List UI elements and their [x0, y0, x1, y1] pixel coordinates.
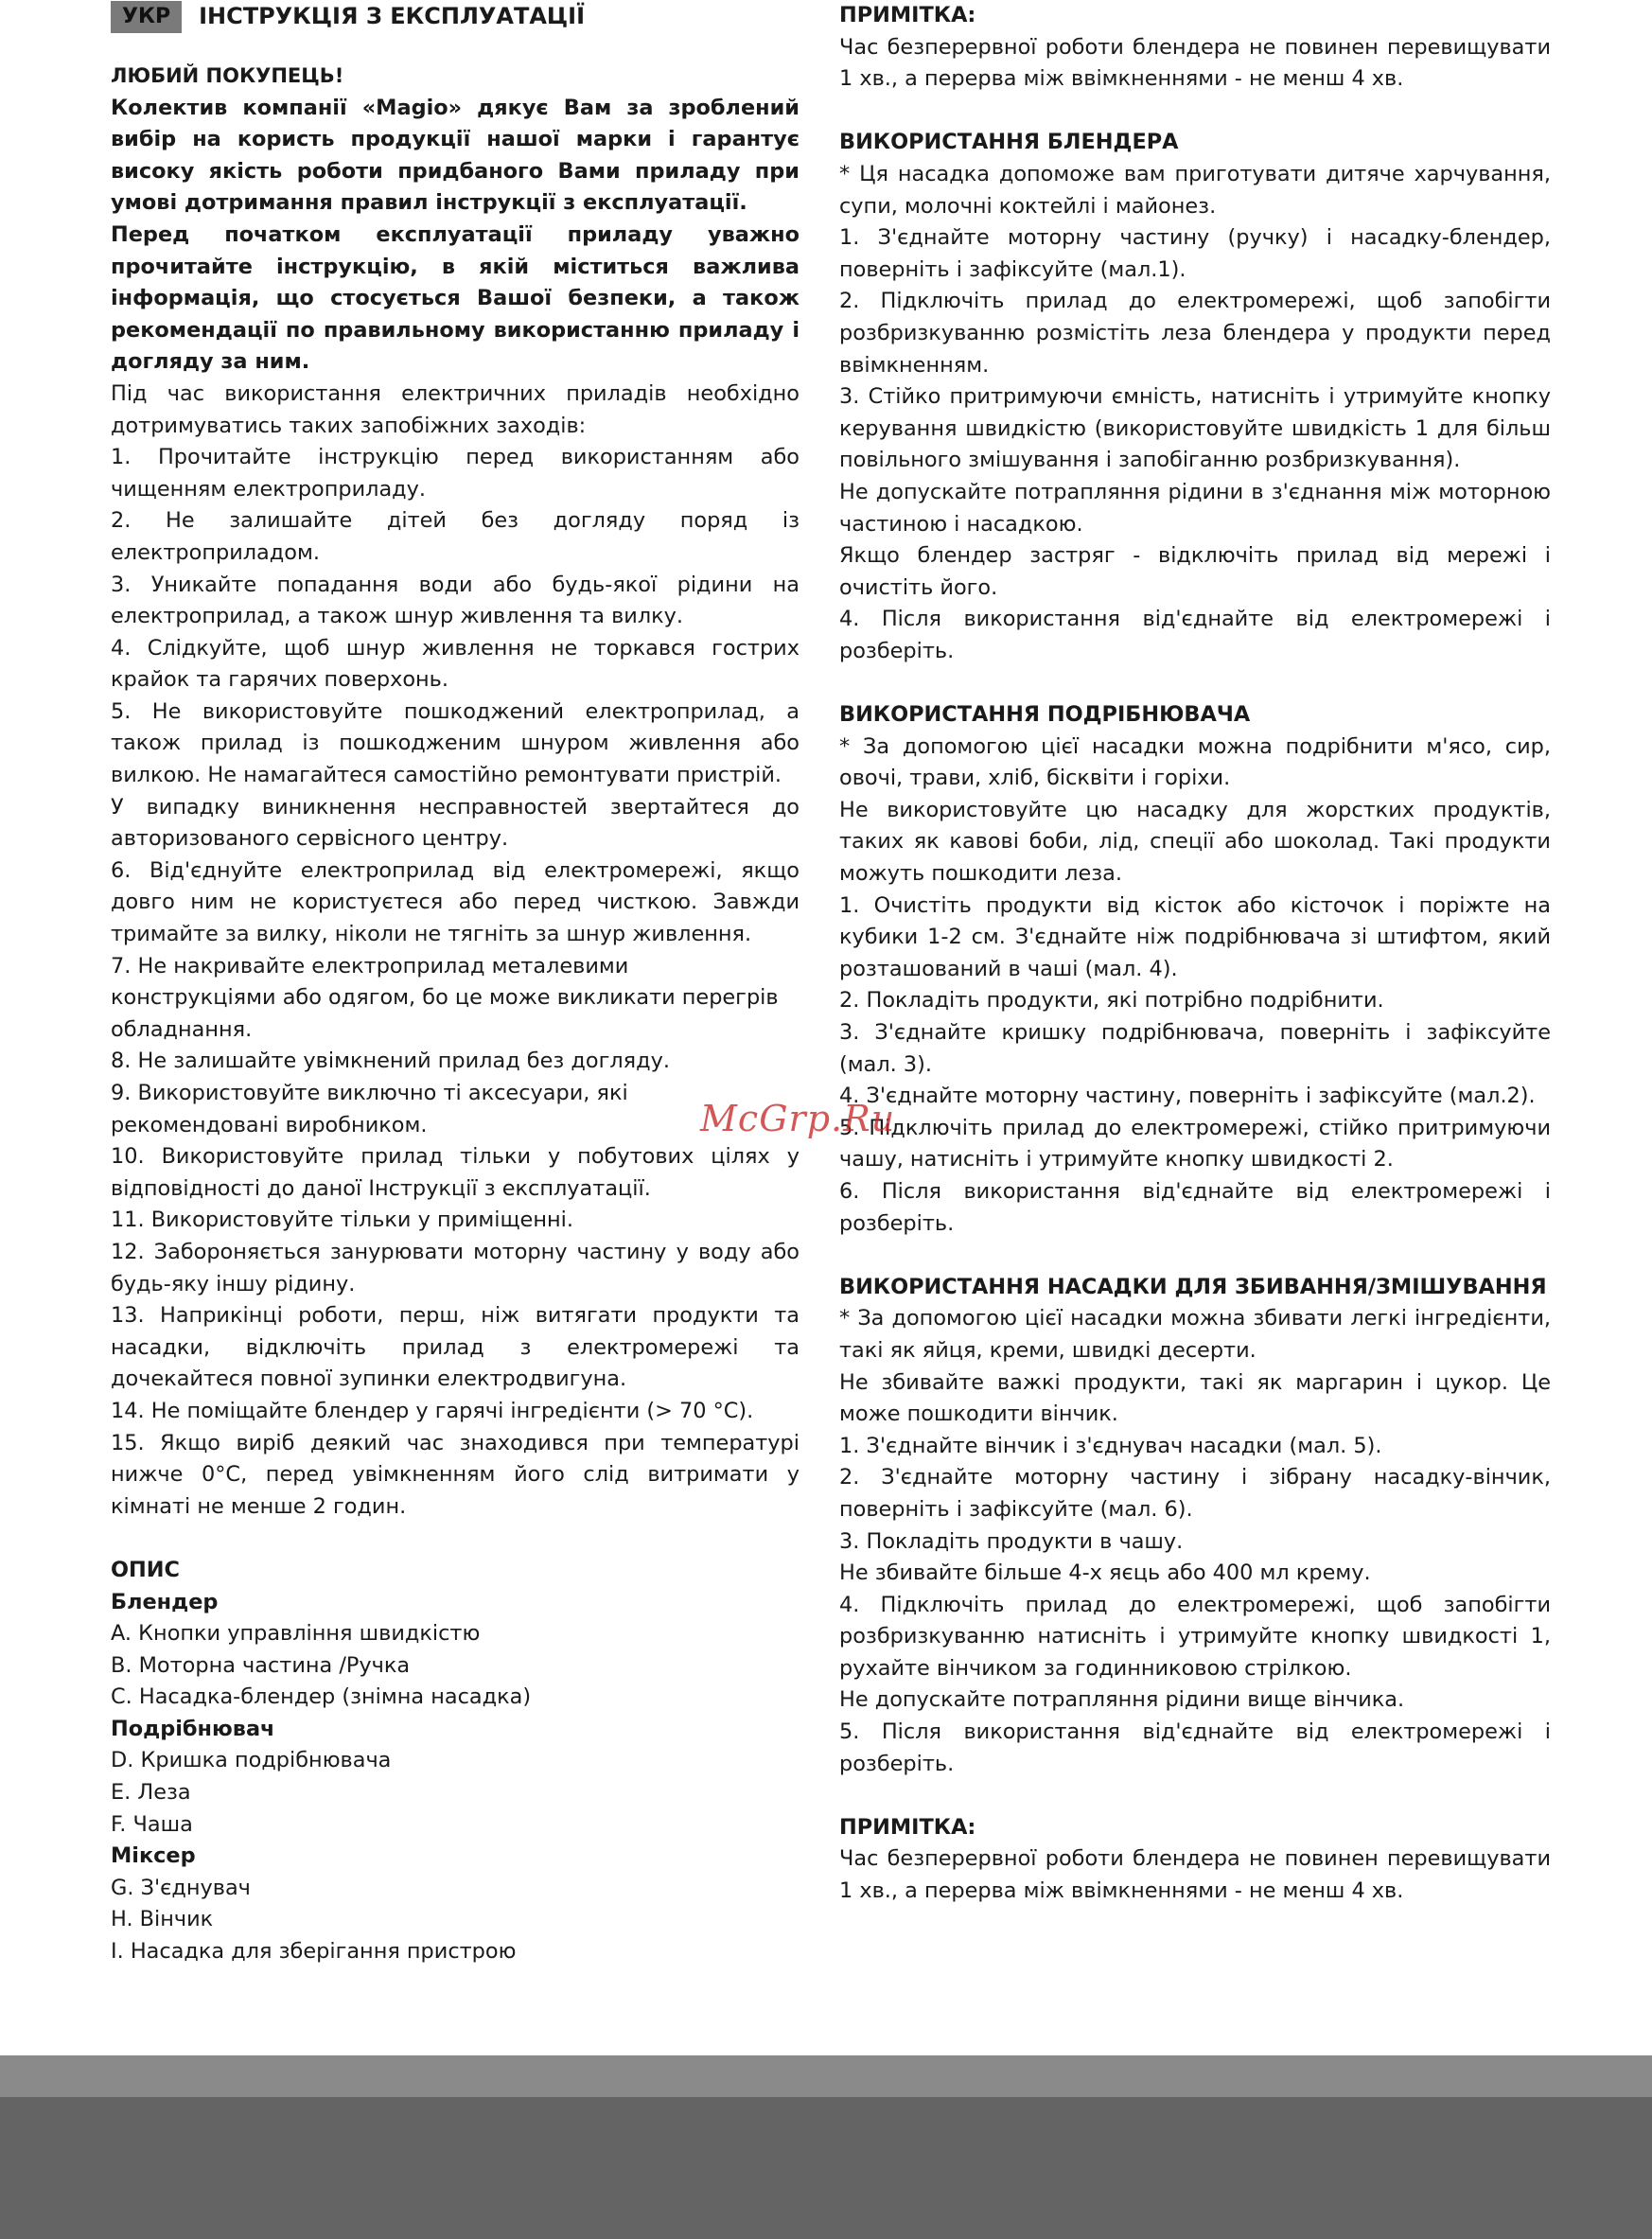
note-heading: ПРИМІТКА:	[839, 3, 976, 27]
safety-rule: 5. Не використовуйте пошкоджений електроприлад, а також прилад із пошкодженим шнуром живлення або вилкою. Не намагайтеся самостійно ремонтувати пристрій.	[111, 698, 800, 788]
part-label: B. Моторна частина /Ручка	[111, 1652, 411, 1678]
page-title: ІНСТРУКЦІЯ З ЕКСПЛУАТАЦІЇ	[199, 3, 586, 30]
safety-intro: Під час використання електричних приладів необхідно дотримуватись таких запобіжних заходів:	[111, 380, 800, 438]
right-column	[839, 0, 1551, 1908]
safety-rule: 3. Уникайте попадання води або будь-якої рідини на електроприлад, а також шнур живлення та вилку.	[111, 572, 800, 629]
intro-paragraph-2: Перед початком експлуатації приладу уважно прочитайте інструкцію, в якій міститься важлива інформація, що стосується Вашої безпеки, а також рекомендації по правильному використанню приладу і догляду за ним.	[111, 221, 800, 375]
note-text: Час безперервної роботи блендера не повинен перевищувати 1 хв., а перерва між ввімкненнями - не менш 4 хв.	[839, 34, 1551, 92]
instruction-step: Не збивайте більше 4-х яєць або 400 мл крему.	[839, 1560, 1371, 1586]
safety-rule: 8. Не залишайте увімкнений прилад без догляду.	[111, 1049, 670, 1074]
left-column	[111, 0, 800, 1968]
part-label: F. Чаша	[111, 1811, 193, 1837]
instruction-step: Не використовуйте цю насадку для жорстких продуктів, таких як кавові боби, лід, спеції або шоколад. Такі продукти можуть пошкодити леза.	[839, 797, 1551, 887]
footer-band-top	[0, 2055, 1652, 2097]
greeting: ЛЮБИЙ ПОКУПЕЦЬ!	[111, 64, 344, 87]
instruction-step: 1. З'єднайте моторну частину (ручку) і насадку-блендер, поверніть і зафіксуйте (мал.1).	[839, 225, 1551, 282]
page-header	[111, 0, 800, 34]
safety-rule: 4. Слідкуйте, щоб шнур живлення не торкався гострих крайок та гарячих поверхонь.	[111, 635, 800, 693]
safety-rule: 15. Якщо виріб деякий час знаходився при температурі нижче 0°C, перед увімкненням його слід витримати у кімнаті не менше 2 годин.	[111, 1430, 800, 1519]
instruction-step: Не допускайте потрапляння рідини вище вінчика.	[839, 1687, 1405, 1713]
instruction-step: Якщо блендер застряг - відключіть прилад від мережі і очистіть його.	[839, 543, 1551, 600]
watermark: McGrp.Ru	[700, 1098, 896, 1139]
instruction-step: 6. Після використання від'єднайте від електромережі і розберіть.	[839, 1178, 1551, 1236]
whisk-use-heading: ВИКОРИСТАННЯ НАСАДКИ ДЛЯ ЗБИВАННЯ/ЗМІШУВАННЯ	[839, 1274, 1547, 1299]
chopper-subheading: Подрібнювач	[111, 1716, 275, 1741]
chopper-use-heading: ВИКОРИСТАННЯ ПОДРІБНЮВАЧА	[839, 702, 1251, 728]
safety-rule: 14. Не поміщайте блендер у гарячі інгредієнти (> 70 °C).	[111, 1398, 754, 1423]
instruction-step: * За допомогою цієї насадки можна подрібнити м'ясо, сир, овочі, трави, хліб, бісквіти і горіхи.	[839, 733, 1551, 791]
instruction-step: 1. Очистіть продукти від кісток або кісточок і поріжте на кубики 1-2 см. З'єднайте ніж подрібнювача зі штифтом, який розташований в чаші (мал. 4).	[839, 892, 1551, 981]
safety-rule: 12. Забороняється занурювати моторну частину у воду або будь-яку іншу рідину.	[111, 1239, 800, 1296]
footer-band-bottom	[0, 2097, 1652, 2239]
instruction-step: * За допомогою цієї насадки можна збивати легкі інгредієнти, такі як яйця, креми, швидкі десерти.	[839, 1306, 1551, 1363]
instruction-step: 5. Після використання від'єднайте від електромережі і розберіть.	[839, 1719, 1551, 1776]
instruction-step: 2. Підключіть прилад до електромережі, щоб запобігти розбризкуванню розмістіть леза блендера у продукти перед ввімкненням.	[839, 289, 1551, 378]
instruction-step: 1. З'єднайте вінчик і з'єднувач насадки (мал. 5).	[839, 1433, 1382, 1458]
safety-rule: У випадку виникнення несправностей звертайтеся до авторизованого сервісного центру.	[111, 794, 800, 852]
instruction-step: * Ця насадка допоможе вам приготувати дитяче харчування, супи, молочні коктейлі і майонез.	[839, 161, 1551, 219]
note-heading: ПРИМІТКА:	[839, 1814, 976, 1840]
mixer-subheading: Міксер	[111, 1843, 196, 1869]
part-label: C. Насадка-блендер (знімна насадка)	[111, 1684, 532, 1710]
instruction-step: 2. Покладіть продукти, які потрібно подрібнити.	[839, 988, 1384, 1014]
safety-rule: 6. Від'єднуйте електроприлад від електромережі, якщо довго ним не користуєтеся або перед чисткою. Завжди тримайте за вилку, ніколи не тягніть за шнур живлення.	[111, 857, 800, 947]
safety-rule: 11. Використовуйте тільки у приміщенні.	[111, 1208, 573, 1233]
language-badge: УКР	[111, 1, 182, 33]
description-heading: ОПИС	[111, 1557, 180, 1582]
part-label: A. Кнопки управління швидкістю	[111, 1621, 481, 1647]
part-label: G. З'єднувач	[111, 1875, 251, 1900]
note-text: Час безперервної роботи блендера не повинен перевищувати 1 хв., а перерва між ввімкненнями - не менш 4 хв.	[839, 1846, 1551, 1904]
safety-rule: 10. Використовуйте прилад тільки у побутових цілях у відповідності до даної Інструкції з експлуатації.	[111, 1144, 800, 1201]
instruction-step: 4. Підключіть прилад до електромережі, щоб запобігти розбризкуванню натисніть і утримуйте кнопку швидкості 1, рухайте вінчиком за годинниковою стрілкою.	[839, 1592, 1551, 1681]
part-label: I. Насадка для зберігання пристрою	[111, 1939, 517, 1965]
safety-rule: 2. Не залишайте дітей без догляду поряд із електроприладом.	[111, 508, 800, 565]
safety-rule: 7. Не накривайте електроприлад металевими конструкціями або одягом, бо це може викликати перегрів обладнання.	[111, 953, 779, 1042]
instruction-step: 2. З'єднайте моторну частину і зібрану насадку-вінчик, поверніть і зафіксуйте (мал. 6).	[839, 1465, 1551, 1522]
instruction-step: 5. Підключіть прилад до електромережі, стійко притримуючи чашу, натисніть і утримуйте кнопку швидкості 2.	[839, 1115, 1551, 1172]
instruction-step: 3. Стійко притримуючи ємність, натисніть і утримуйте кнопку керування швидкістю (використовуйте швидкість 1 для більш повільного змішування і запобіганню розбризкування).	[839, 384, 1551, 473]
part-label: D. Кришка подрібнювача	[111, 1748, 392, 1773]
instruction-step: Не збивайте важкі продукти, такі як маргарин і цукор. Це може пошкодити вінчик.	[839, 1369, 1551, 1427]
part-label: H. Вінчик	[111, 1907, 214, 1932]
intro-paragraph-1: Колектив компанії «Magio» дякує Вам за зроблений вибір на користь продукції нашої марки і гарантує високу якість роботи придбаного Вами приладу при умові дотримання правил інструкції з експлуатації.	[111, 95, 800, 216]
part-label: E. Леза	[111, 1780, 191, 1806]
instruction-step: 4. З'єднайте моторну частину, поверніть і зафіксуйте (мал.2).	[839, 1084, 1536, 1109]
safety-rule: 13. Наприкінці роботи, перш, ніж витягати продукти та насадки, відключіть прилад з електромережі та дочекайтеся повної зупинки електродвигуна.	[111, 1303, 800, 1392]
instruction-step: Не допускайте потрапляння рідини в з'єднання між моторною частиною і насадкою.	[839, 479, 1551, 537]
safety-rule: 9. Використовуйте виключно ті аксесуари, які рекомендовані виробником.	[111, 1081, 628, 1137]
instruction-step: 4. Після використання від'єднайте від електромережі і розберіть.	[839, 607, 1551, 663]
instruction-step: 3. З'єднайте кришку подрібнювача, поверніть і зафіксуйте (мал. 3).	[839, 1020, 1551, 1077]
blender-subheading: Блендер	[111, 1589, 219, 1614]
safety-rule: 1. Прочитайте інструкцію перед використанням або чищенням електроприладу.	[111, 445, 800, 502]
instruction-step: 3. Покладіть продукти в чашу.	[839, 1528, 1184, 1554]
blender-use-heading: ВИКОРИСТАННЯ БЛЕНДЕРА	[839, 130, 1179, 155]
